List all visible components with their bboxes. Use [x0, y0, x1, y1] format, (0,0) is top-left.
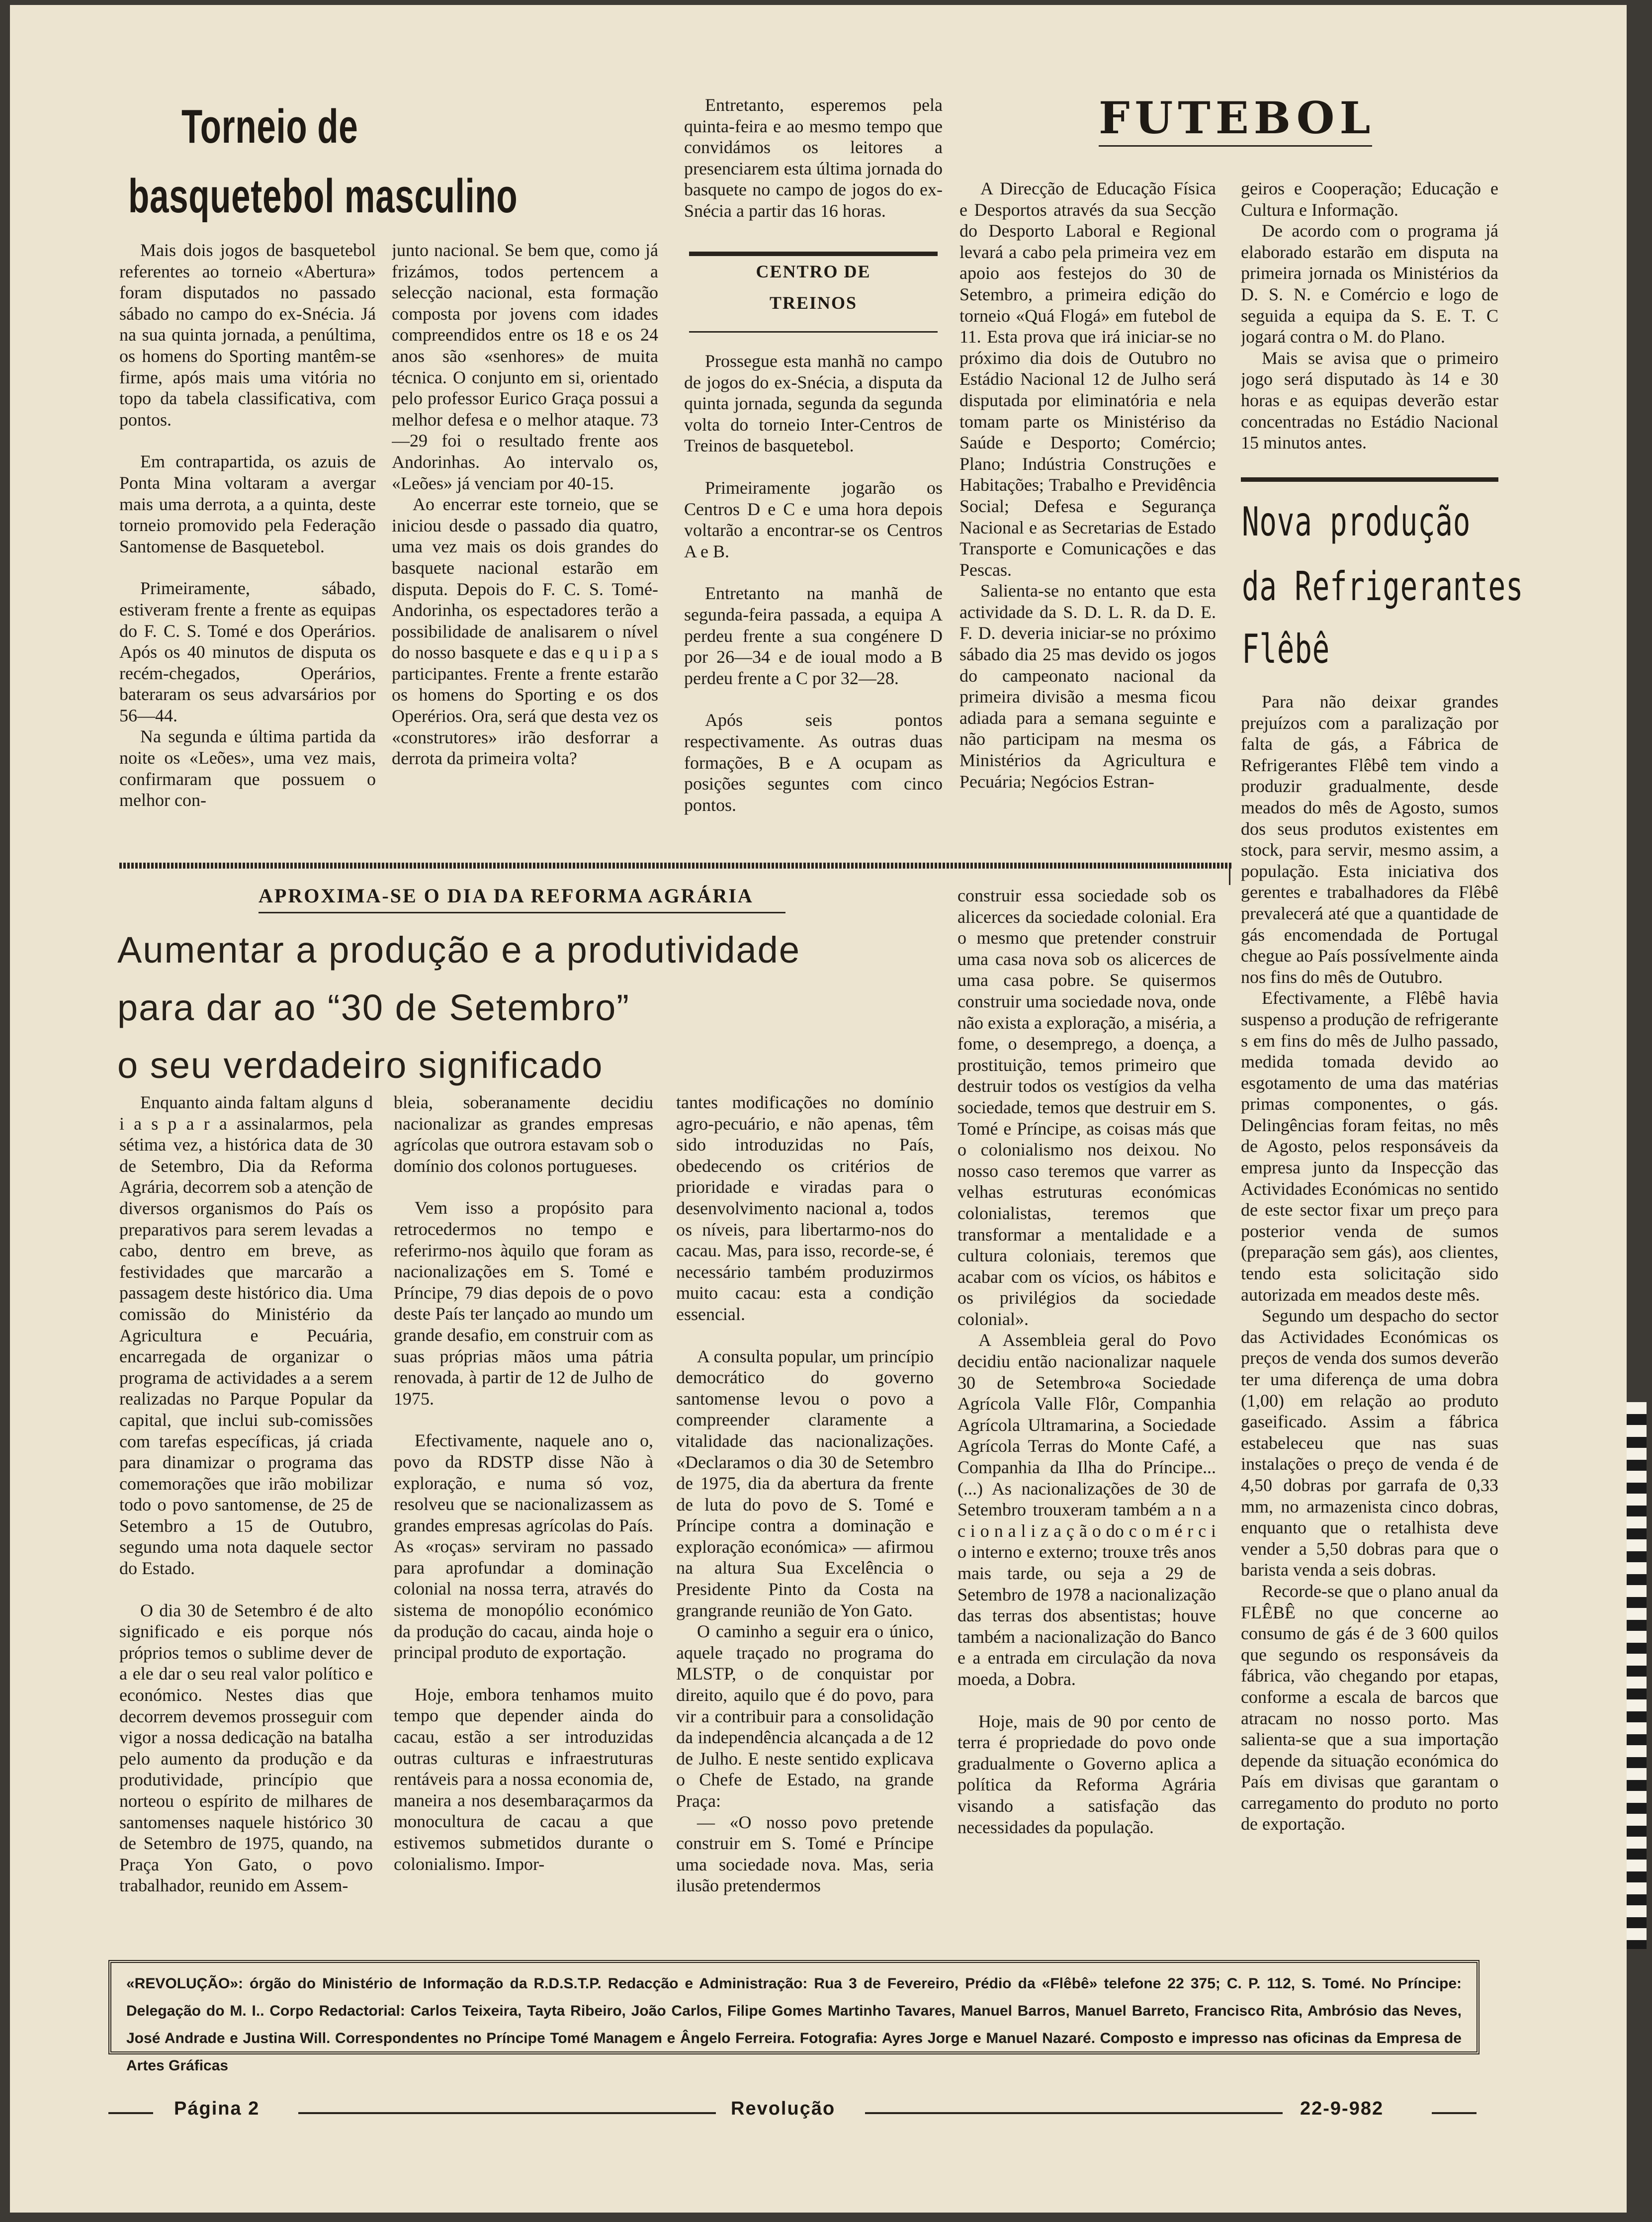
centro-p1: Prossegue esta manhã no campo de jogos do ex-Snécia, a disputa da quinta jornada, segunda da segunda volta do torneio Inter-Centros de Treinos de basquetebol.: [684, 351, 943, 456]
flebe-column: [1241, 691, 1498, 1949]
torneio-c1-p3: Primeiramente, sábado, estiveram frente a frente as equipas do F. C. S. Tomé e dos Operários. Após os 40 minutos de disputa os recém-chegados, Operários, bateraram os seus advarsários por 56—44.: [119, 578, 376, 725]
reforma-column-4: [957, 885, 1216, 1952]
reforma-title-line1: Aumentar a produção e a produtividade: [117, 929, 800, 971]
reforma-c3-p1: tantes modificações no domínio agro-pecuário, e não apenas, têm sido introduzidas no País, obedecendo os critérios de prioridade e viradas para o desenvolvimento nacional a, todos os níveis, para libertarmo-nos do cacau. Mas, para isso, recorde-se, é necessário também produzirmos muito cacau: esta a condição essencial.: [676, 1092, 934, 1324]
futebol-c2-p3: Mais se avisa que o primeiro jogo será disputado às 14 e 30 horas e as equipas deverão estar concentradas no Estádio Nacional 15 minutos antes.: [1241, 348, 1498, 453]
reforma-c3-p4: — «O nosso povo pretende construir em S. Tomé e Príncipe uma sociedade nova. Mas, seria ilusão pretendermos: [676, 1812, 934, 1896]
masthead-text: «REVOLUÇÃO»: órgão do Ministério de Informação da R.D.S.T.P. Redacção e Administração: Rua 3 de Fevereiro, Prédio da «Flêbê» telefone 22 375; C. P. 112, S. Tomé. No Príncipe: Delegação do M. I.. Corpo Redactorial: Carlos Teixeira, Tayta Ribeiro, João Carlos, Filipe Gomes Martinho Tavares, Manuel Barros, Manuel Barreto, Francisco Rita, Ambrósio das Neves, José Andrade e Justina Will. Correspondentes no Príncipe Tomé Managem e Ângelo Ferreira. Fotografia: Ayres Jorge e Manuel Nazaré. Composto e impresso nas oficinas da Empresa de Artes Gráficas: [126, 1975, 1462, 2074]
centro-p3: Entretanto na manhã de segunda-feira passada, a equipa A perdeu frente a sua congénere D por 26—34 e de ioual modo a B perdeu frente a C por 32—28.: [684, 583, 943, 688]
footer-paper-name: Revolução: [731, 2098, 836, 2119]
torneio-title-line1: Torneio de: [181, 100, 358, 153]
flebe-p3: Segundo um despacho do sector das Actividades Económicas os preços de venda dos sumos deverão ter uma diferença de uma dobra (1,00) em relação ao produto gaseificado. Assim a fábrica estabeleceu que nas suas instalações o preço de venda é de 4,50 dobras por garrafa de 0,33 mm, no armazenista cinco dobras, enquanto que o retalhista deve vender a 5,50 dobras para que o barista venda a seis dobras.: [1241, 1306, 1498, 1580]
torneio-c1-p2: Em contrapartida, os azuis de Ponta Mina voltaram a avergar mais uma derrota, a a quinta, deste torneio promovido pela Federação Santomense de Basquetebol.: [119, 451, 376, 556]
footer-line-mid-left: [298, 2112, 716, 2114]
torneio-c3-p1: Entretanto, esperemos pela quinta-feira e ao mesmo tempo que convidámos os leitores a presenciarem esta última jornada do basquete no campo de jogos do ex-Snécia a partir das 16 horas.: [684, 95, 943, 221]
torneio-title-line2: basquetebol masculino: [128, 170, 518, 223]
flebe-title-line1: Nova produção: [1242, 499, 1471, 545]
footer-line-mid-right: [865, 2112, 1283, 2114]
reforma-column-1: [119, 1092, 373, 1952]
flebe-title-line2: da Refrigerantes: [1242, 563, 1524, 610]
torneio-c1-p4: Na segunda e última partida da noite os «Leões», uma vez mais, confirmaram que possuem o melhor con-: [119, 726, 376, 810]
futebol-c1-p2: Salienta-se no entanto que esta actividade da S. D. L. R. da D. E. F. D. deveria iniciar-se no próximo sábado dia 25 mas devido os jogos do campeonato nacional da primeira divisão a mesma ficou adiada para a semana seguinte e não participam na mesma os Ministérios da Agricultura e Pecuária; Negócios Estran-: [959, 581, 1216, 792]
reforma-c4-p2: A Assembleia geral do Povo decidiu então nacionalizar naquele 30 de Setembro«a Sociedade Agrícola Valle Flôr, Companhia Agrícola Ultramarina, a Sociedade Agrícola Terras do Monte Café, a Companhia da Ilha do Príncipe... (...) As nacionalizações de 30 de Setembro trouxeram também a n a c i o n a l i z a ç ã o do c o m é r c i o interno e externo; trouxe três anos mais tarde, ou seja a 29 de Setembro de 1978 a nacionalização das terras dos absentistas; houve também a nacionalização do Banco e a entrada em circulação da nova moeda, a Dobra.: [957, 1330, 1216, 1689]
reforma-c1-p2: O dia 30 de Setembro é de alto significado e eis porque nós próprios temos o sublime dever de a ele dar o seu real valor político e económico. Nestes dias que decorrem devemos prosseguir com vigor a nossa dedicação na batalha pelo aumento da produção e da produtividade, princípio que norteou o espírito de milhares de santomenses naquele histórico 30 de Setembro de 1975, quando, na Praça Yon Gato, o povo trabalhador, reunido em Assem-: [119, 1600, 373, 1896]
futebol-column-2: [1241, 178, 1498, 466]
futebol-c2-p1: geiros e Cooperação; Educação e Cultura e Informação.: [1241, 178, 1498, 220]
reforma-kicker-rule: [259, 912, 785, 913]
footer-line-right: [1432, 2112, 1477, 2114]
flebe-p1: Para não deixar grandes prejuízos com a paralização por falta de gás, a Fábrica de Refrigerantes Flêbê tem vindo a produzir gradualmente, desde meados do mês de Agosto, sumos dos seus produtos existentes em stock, para servir, mesmo assim, a população. Esta iniciativa dos gerentes e trabalhadores da Flêbê prevalecerá até que a quantidade de gás encomendada de Portugal chegue ao País possívelmente ainda nos fins do mês de Outubro.: [1241, 692, 1498, 987]
torneio-column-1: [119, 240, 376, 849]
reforma-c2-p1: bleia, soberanamente decidiu nacionalizar as grandes empresas agrícolas que outrora estavam sob o domínio dos colonos portugueses.: [394, 1092, 653, 1176]
reforma-c2-p2: Vem isso a propósito para retrocedermos no tempo e referirmo-nos àquilo que foram as nacionalizações em S. Tomé e Príncipe, 79 dias depois de o povo deste País ter lançado ao mundo um grande desafio, em construir com as suas próprias mãos uma pátria renovada, à partir de 12 de Julho de 1975.: [394, 1198, 653, 1409]
reforma-column-2: [394, 1092, 653, 1952]
separator-vertical: [1229, 865, 1230, 885]
torneio-c2-p2: Ao encerrar este torneio, que se iniciou desde o passado dia quatro, uma vez mais os dois grandes do basquete nacional estarão em disputa. Depois do F. C. S. Tomé-Andorinha, os espectadores terão a possibilidade de analisarem o nível do nosso basquete e das e q u i p a s participantes. Frente a frente estarão os homens do Sporting e os dos Operérios. Ora, será que desta vez os «construtores» irão desforrar a derrota da primeira volta?: [392, 494, 658, 769]
footer-line-left: [108, 2112, 153, 2114]
reforma-column-3: [676, 1092, 934, 1952]
separator-band: [119, 863, 1233, 869]
scale-ruler: [1627, 1402, 1647, 1949]
masthead-box: [108, 1960, 1479, 2074]
torneio-c2-p1: junto nacional. Se bem que, como já frizámos, todos pertencem a selecção nacional, esta formação composta por jovens com idades compreendidos entre os 18 e os 24 anos são «senhores» de muita técnica. O conjunto em si, orientado pelo professor Eurico Graça possui a melhor defesa e o melhor ataque. 73—29 foi o resultado frente aos Andorinhas. Ao intervalo os, «Leões» já venciam por 40-15.: [392, 240, 658, 493]
futebol-rule: [1099, 145, 1372, 147]
footer-date: 22-9-982: [1300, 2098, 1384, 2119]
reforma-c3-p3: O caminho a seguir era o único, aquele traçado no programa do MLSTP, o de conquistar por direito, aquilo que é do povo, para vir a contribuir para a consolidação da independência alcançada a de 12 de Julho. E neste sentido explicava o Chefe de Estado, na grande Praça:: [676, 1621, 934, 1811]
torneio-column-3-top: [684, 94, 943, 244]
flebe-p4: Recorde-se que o plano anual da FLÊBÊ no que concerne ao consumo de gás é de 3 600 quilos que segundo os responsáveis da fábrica, vão chegando por etapas, conforme a escala de barcos que atracam no nosso porto. Mas salienta-se que a sua importação depende da situação económica do País em divisas que garantam o carregamento do produto no porto de exportação.: [1241, 1581, 1498, 1834]
flebe-p2: Efectivamente, a Flêbê havia suspenso a produção de refrigerante s em fins do mês de Julho passado, medida tomada devido ao esgotamento de uma das matérias primas componentes, o gás. Delingências foram feitas, no mês de Agosto, pelos responsáveis da empresa junto da Inspecção das Actividades Económicas no sentido de este sector fixar um preço para posterior venda de sumos (preparação sem gás), aos clientes, tendo esta solicitação sido autorizada em meados deste mês.: [1241, 988, 1498, 1305]
centro-title-line1: CENTRO DE: [756, 262, 871, 281]
torneio-c1-p1: Mais dois jogos de basquetebol referentes ao torneio «Abertura» foram disputados no passado sábado no campo do ex-Snécia. Já na sua quinta jornada, a penúltima, os homens do Sporting mantêm-se firme, após mais uma vitória no topo da tabela classificativa, com pontos.: [119, 240, 376, 430]
futebol-c2-p2: De acordo com o programa já elaborado estarão em disputa na primeira jornada os Ministérios da D. S. N. e Comércio e logo de seguida a equipa da S. E. T. C jogará contra o M. do Plano.: [1241, 221, 1498, 347]
reforma-c3-p2: A consulta popular, um princípio democrático do governo santomense levou o povo a compreender claramente a vitalidade das nacionalizações. «Declaramos o dia 30 de Setembro de 1975, dia da abertura da frente de luta do povo de S. Tomé e Príncipe contra a dominação e exploração económica» — afirmou na altura Sua Excelência o Presidente Pinto da Costa na grangrande reunião de Yon Gato.: [676, 1346, 934, 1620]
reforma-c4-p3: Hoje, mais de 90 por cento de terra é propriedade do povo onde gradualmente o Governo aplica a política da Reforma Agrária visando a satisfação das necessidades da população.: [957, 1711, 1216, 1837]
flebe-rule-top: [1241, 477, 1498, 482]
futebol-title: FUTEBOL: [1099, 92, 1376, 144]
centro-title-line2: TREINOS: [769, 293, 858, 313]
centro-column: [684, 351, 943, 850]
reforma-c2-p3: Efectivamente, naquele ano o, povo da RDSTP disse Não à exploração, e numa só voz, resolveu que se nacionalizassem as grandes empresas agrícolas do País. As «roças» serviram no passado para aprofundar a dominação colonial na nossa terra, através do sistema de monopólio económico da produção do cacau, ainda hoje o principal produto de exportação.: [394, 1430, 653, 1663]
torneio-column-2: [392, 240, 658, 849]
footer-page-number: Página 2: [174, 2098, 260, 2119]
centro-p2: Primeiramente jogarão os Centros D e C e uma hora depois voltarão a encontrar-se os Centros A e B.: [684, 477, 943, 561]
reforma-title-line3: o seu verdadeiro significado: [117, 1045, 604, 1086]
centro-p4: Após seis pontos respectivamente. As outras duas formações, B e A ocupam as posições seguntes com cinco pontos.: [684, 710, 943, 815]
reforma-c2-p4: Hoje, embora tenhamos muito tempo que depender ainda do cacau, estão a ser introduzidas outras culturas e infraestruturas rentáveis para a nossa economia de, maneira a nos desembaraçarmos da monocultura de cacau a que estivemos submetidos durante o colonialismo. Impor-: [394, 1684, 653, 1874]
futebol-c1-p1: A Direcção de Educação Física e Desportos através da sua Secção do Desporto Laboral e Regional levará a cabo pela primeira vez em apoio aos festejos do 30 de Setembro, a primeira edição do torneio «Quá Flogá» em futebol de 11. Esta prova que irá iniciar-se no próximo dia dois de Outubro no Estádio Nacional 12 de Julho será disputada por eliminatória e nela tomam parte os Ministériso da Saúde e Desporto; Comércio; Plano; Indústria Construções e Habitações; Trabalho e Previdência Social; Defesa e Segurança Nacional e as Secretarias de Estado Transporte e Comunicações e das Pescas.: [959, 178, 1216, 580]
reforma-c1-p1: Enquanto ainda faltam alguns d i a s p a r a assinalarmos, pela sétima vez, a histórica data de 30 de Setembro, Dia da Reforma Agrária, decorrem sob a atenção de diversos organismos do País os preparativos para serem levadas a cabo, dentro em breve, as festividades que marcarão a passagem deste histórico dia. Uma comissão do Ministério da Agricultura e Pecuária, encarregada de organizar o programa de actividades a a serem realizadas no Parque Popular da capital, que inclui sub-comissões com tarefas específicas, já criada para dinamizar o programa das comemorações que irão mobilizar todo o povo santomense, de 25 de Setembro a 15 de Outubro, segundo uma nota daquele sector do Estado.: [119, 1092, 373, 1579]
reforma-title-line2: para dar ao “30 de Setembro”: [117, 987, 630, 1028]
centro-rule-top: [689, 252, 938, 256]
centro-rule-bottom: [689, 331, 938, 333]
futebol-column-1: [959, 178, 1216, 849]
flebe-title-line3: Flêbê: [1242, 626, 1330, 672]
reforma-c4-p1: construir essa sociedade sob os alicerces da sociedade colonial. Era o mesmo que pretender construir uma casa nova sob os alicerces de uma casa pobre. Se quisermos construir uma sociedade nova, onde não exista a exploração, a miséria, a fome, o desemprego, a doença, a prostituição, temos primeiro que destruir todos os vestígios da velha sociedade, temos que destruir em S. Tomé e Príncipe, as coisas más que o colonialismo nos deixou. No nosso caso teremos que varrer as velhas estruturas económicas colonialistas, teremos que transformar a mentalidade e a cultura coloniais, teremos que acabar com os vícios, os hábitos e os privilégios da sociedade colonial».: [957, 886, 1216, 1329]
reforma-kicker: APROXIMA-SE O DIA DA REFORMA AGRÁRIA: [259, 885, 754, 907]
